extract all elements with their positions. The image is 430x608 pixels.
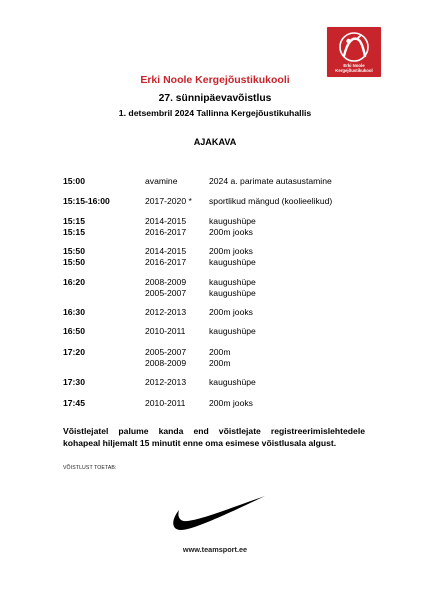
row-time: 15:15 [63,216,85,226]
row-event: 2024 a. parimate autasustamine [209,176,332,186]
row-time: 17:20 [63,347,85,357]
logo-line-1: Erki Noole [343,63,365,68]
row-event: kaugushüpe [209,288,256,298]
row-class: 2016-2017 [145,257,187,267]
schedule-title: AJAKAVA [193,137,237,147]
row-class: 2012-2013 [145,307,187,317]
row-class: 2017-2020 * [145,196,192,206]
row-event: kaugushüpe [209,216,256,226]
row-event: kaugushüpe [209,377,256,387]
row-time: 17:45 [63,398,85,408]
row-time: 16:50 [63,326,85,336]
row-time: 16:30 [63,307,85,317]
row-class: 2016-2017 [145,227,187,237]
row-event: 200m [209,358,231,368]
row-event: 200m jooks [209,246,253,256]
sponsor-label: VÕISTLUST TOETAB: [63,465,117,471]
row-time: 15:00 [63,176,85,186]
row-class: avamine [145,176,178,186]
row-event: 200m jooks [209,307,253,317]
sponsor-website: www.teamsport.ee [182,545,248,554]
registration-notice: Võistlejatel palume kanda end võistlejate registreerimislehtedele kohapeal hiljemalt 15 minutit enne oma esimese võistlusala algust. [63,426,365,448]
organization-title: Erki Noole Kergejõustikukooli [140,74,290,86]
row-class: 2010-2011 [145,398,186,408]
row-event: kaugushüpe [209,326,256,336]
row-event: 200m jooks [209,398,253,408]
row-class: 2005-2007 [145,288,187,298]
row-time: 15:50 [63,257,85,267]
row-event: kaugushüpe [209,257,256,267]
row-event: sportlikud mängud (koolieelikud) [209,196,333,206]
logo-line-2: Kergejõustikukool [335,68,373,73]
row-class: 2014-2015 [145,246,187,256]
row-class: 2008-2009 [145,358,187,368]
row-class: 2012-2013 [145,377,187,387]
row-class: 2005-2007 [145,347,187,357]
row-time: 15:15 [63,227,85,237]
row-time: 17:30 [63,377,85,387]
swoosh-icon [168,492,266,534]
row-class: 2008-2009 [145,277,187,287]
row-time: 15:50 [63,246,85,256]
row-time: 15:15-16:00 [63,196,110,206]
event-title: 27. sünnipäevavõistlus [158,93,272,104]
row-time: 16:20 [63,277,85,287]
row-event: kaugushüpe [209,277,256,287]
row-class: 2014-2015 [145,216,187,226]
school-logo [327,27,381,77]
row-class: 2010-2011 [145,326,186,336]
row-event: 200m jooks [209,227,253,237]
row-event: 200m [209,347,231,357]
event-date-place: 1. detsembril 2024 Tallinna Kergejõustikuhallis [118,108,312,118]
